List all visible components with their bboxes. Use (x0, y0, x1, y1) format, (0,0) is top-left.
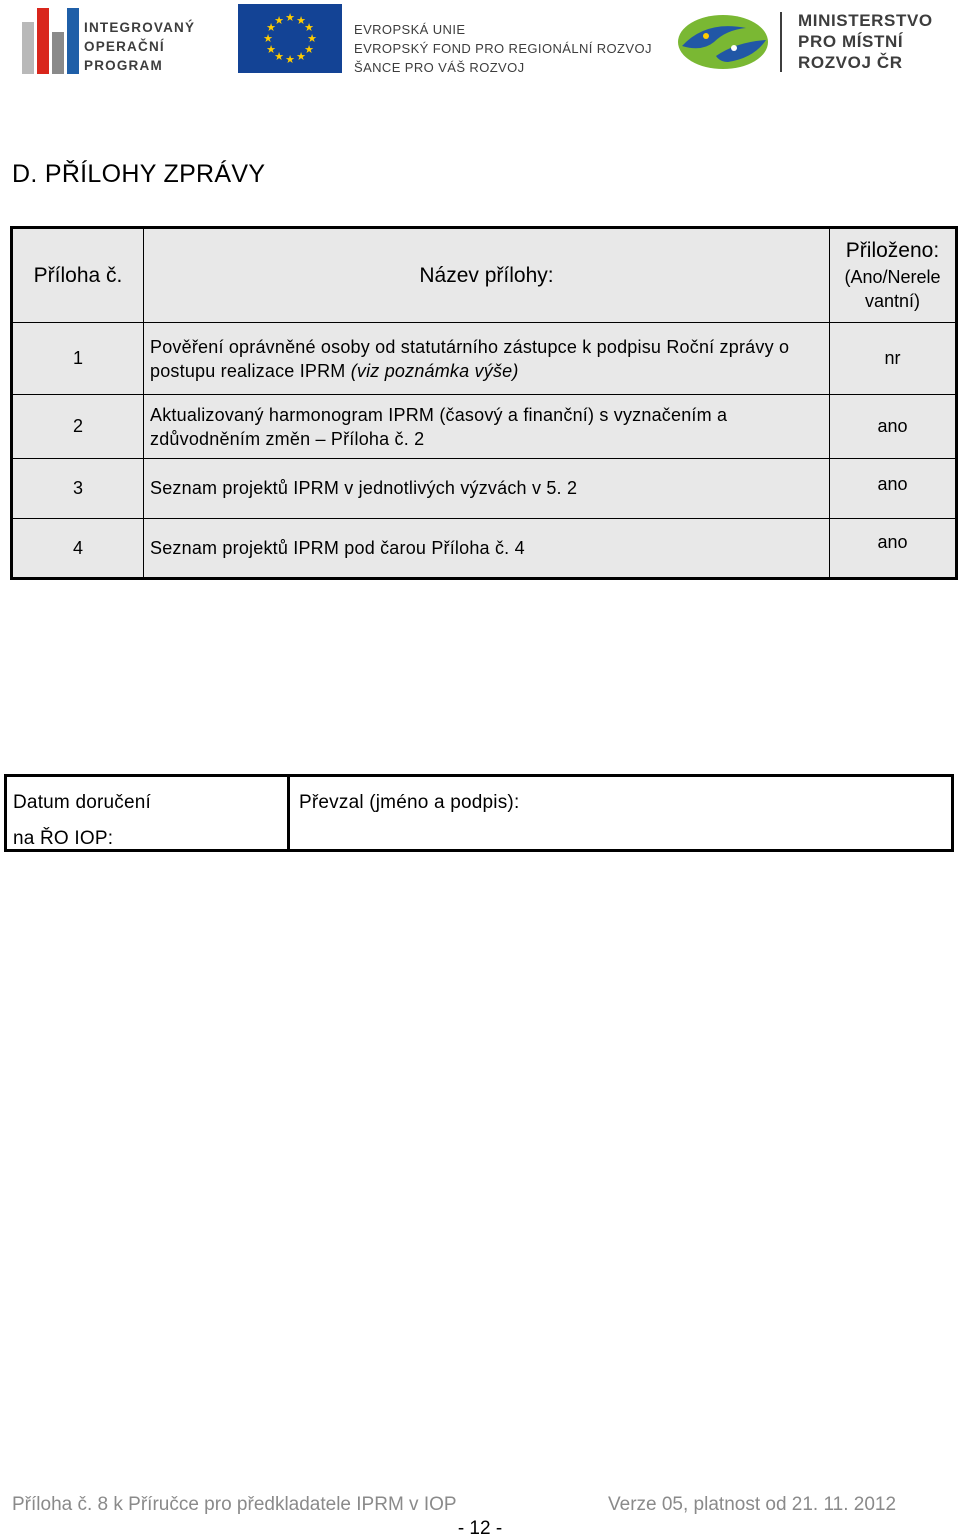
svg-text:★: ★ (304, 21, 314, 34)
svg-text:★: ★ (296, 14, 306, 27)
section-title: D. PŘÍLOHY ZPRÁVY (12, 160, 266, 188)
header-attached-note: (Ano/Nerele vantní) (844, 267, 941, 311)
receipt-date-label-line2: na ŘO IOP: (13, 828, 114, 849)
row-2-name: Aktualizovaný harmonogram IPRM (časový a finanční) s vyznačením a zdůvodněním změn – Příloha č. 2 (144, 395, 830, 459)
header-attached-label: Přiloženo: (845, 239, 940, 262)
svg-text:★: ★ (307, 32, 317, 45)
row-3-name: Seznam projektů IPRM v jednotlivých výzvách v 5. 2 (144, 459, 830, 519)
header-logos (0, 0, 960, 84)
receipt-date-cell (7, 777, 290, 849)
logo-divider (780, 12, 782, 72)
iop-logo-text: INTEGROVANÝ OPERAČNÍ PROGRAM (84, 20, 196, 73)
mmr-logo-text: MINISTERSTVO PRO MÍSTNÍ ROZVOJ ČR (798, 11, 933, 72)
eu-logo (238, 4, 658, 76)
row-4-name: Seznam projektů IPRM pod čarou Příloha č. 4 (144, 519, 830, 577)
mmr-logo (676, 8, 946, 74)
row-2-attached: ano (830, 395, 955, 459)
row-3-number: 3 (13, 459, 144, 519)
eu-logo-text: EVROPSKÁ UNIE EVROPSKÝ FOND PRO REGIONÁLNÍ ROZVOJ ŠANCE PRO VÁŠ ROZVOJ (354, 22, 652, 75)
footer-version: Verze 05, platnost od 21. 11. 2012 (608, 1494, 897, 1515)
row-3-attached: ano (830, 459, 955, 519)
receipt-date-label-line1: Datum doručení (13, 792, 151, 813)
svg-text:★: ★ (266, 21, 276, 34)
row-1-name-text: Pověření oprávněné osoby od statutárního zástupce k podpisu Roční zprávy o postupu realizace IPRM (150, 337, 790, 381)
eu-flag-icon (238, 4, 342, 73)
row-4-attached: ano (877, 532, 908, 552)
row-2-number: 2 (13, 395, 144, 459)
svg-text:★: ★ (274, 14, 284, 27)
row-1-name-note: (viz poznámka výše) (350, 361, 519, 381)
attachments-table (10, 226, 958, 580)
header-attached (830, 229, 955, 323)
page-number: - 12 - (457, 1518, 503, 1537)
header-name: Název přílohy: (144, 229, 830, 323)
svg-text:★: ★ (304, 43, 314, 56)
iop-bars-graphic (22, 6, 78, 74)
footer-document-name: Příloha č. 8 k Příručce pro předkladatele IPRM v IOP (12, 1494, 457, 1515)
svg-text:★: ★ (263, 32, 273, 45)
row-1-number: 1 (13, 323, 144, 395)
row-1-name (144, 323, 830, 395)
receipt-box (4, 774, 954, 852)
svg-text:★: ★ (266, 43, 276, 56)
receipt-received-label: Převzal (jméno a podpis): (299, 792, 520, 813)
svg-text:★: ★ (296, 50, 306, 63)
svg-text:★: ★ (285, 53, 295, 66)
row-4-number: 4 (13, 519, 144, 577)
mmr-emblem-icon (676, 12, 770, 72)
iop-logo (22, 6, 212, 74)
svg-text:★: ★ (274, 50, 284, 63)
svg-text:★: ★ (285, 11, 295, 24)
header-number: Příloha č. (13, 229, 144, 323)
row-1-attached: nr (830, 323, 955, 395)
